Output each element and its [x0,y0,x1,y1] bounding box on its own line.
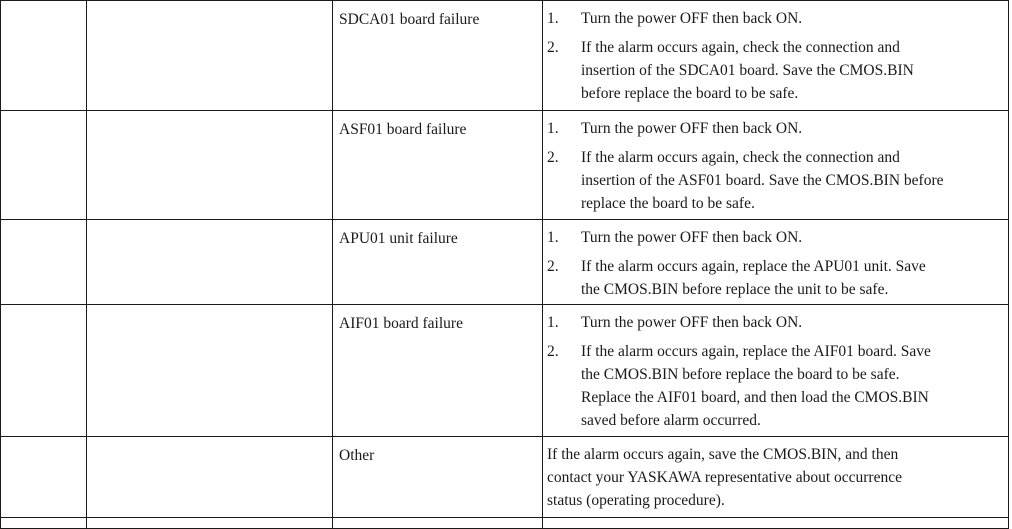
alarm-name-cell [87,220,333,305]
remedy-step [543,146,1008,215]
remedy-steps [543,7,1008,105]
alarm-number-cell [1,518,87,529]
alarm-number-cell [1,305,87,437]
step-line: Turn the power OFF then back ON. [581,120,803,137]
table-row [1,437,1009,518]
cause-text: AIF01 board failure [339,315,463,332]
cause-cell [333,305,543,437]
remedy-text [543,437,1008,512]
table-row [1,111,1009,220]
alarm-number-cell [1,437,87,518]
remedy-step [543,117,1008,140]
remedy-step [543,7,1008,30]
alarm-name-cell [87,437,333,518]
remedy-steps [543,117,1008,215]
step-line: If the alarm occurs again, replace the APU01 unit. Save [581,258,926,275]
step-number: 2. [547,258,559,275]
remedy-step [543,226,1008,249]
table-row [1,220,1009,305]
cause-text: Other [339,447,375,464]
remedy-cell [543,1,1009,111]
cause-text: ASF01 board failure [339,121,467,138]
step-number: 2. [547,39,559,56]
alarm-number-cell [1,111,87,220]
remedy-cell [543,518,1009,529]
alarm-number-cell [1,1,87,111]
remedy-line: status (operating procedure). [547,492,725,509]
remedy-line: If the alarm occurs again, save the CMOS.BIN, and then [547,446,899,463]
step-text [581,117,1008,140]
remedy-steps [543,226,1008,301]
cause-cell [333,220,543,305]
step-line: Turn the power OFF then back ON. [581,229,803,246]
alarm-name-cell [87,1,333,111]
table-row [1,305,1009,437]
cause-cell [333,1,543,111]
step-line: replace the board to be safe. [581,195,755,212]
step-text [581,36,1008,105]
step-text [581,311,1008,334]
step-line: the CMOS.BIN before replace the unit to be safe. [581,281,889,298]
step-text [581,7,1008,30]
alarm-name-cell [87,518,333,529]
step-text [581,255,1008,301]
cause-cell [333,437,543,518]
cause-text: APU01 unit failure [339,230,458,247]
step-text [581,340,1008,432]
remedy-cell [543,111,1009,220]
cause-cell [333,111,543,220]
step-line: insertion of the ASF01 board. Save the CMOS.BIN before [581,172,944,189]
alarm-number-cell [1,220,87,305]
cause-cell [333,518,543,529]
remedy-step [543,255,1008,301]
remedy-line: contact your YASKAWA representative about occurrence [547,469,902,486]
step-line: the CMOS.BIN before replace the board to be safe. [581,366,900,383]
step-line: If the alarm occurs again, check the connection and [581,149,900,166]
step-number: 1. [547,10,559,27]
step-number: 2. [547,149,559,166]
step-line: insertion of the SDCA01 board. Save the CMOS.BIN [581,62,914,79]
step-line: saved before alarm occurred. [581,412,761,429]
remedy-step [543,36,1008,105]
step-text [581,146,1008,215]
remedy-cell [543,220,1009,305]
step-line: Turn the power OFF then back ON. [581,314,803,331]
alarm-name-cell [87,305,333,437]
step-number: 2. [547,343,559,360]
remedy-step [543,340,1008,432]
table-row [1,1,1009,111]
step-line: before replace the board to be safe. [581,85,799,102]
remedy-cell [543,305,1009,437]
step-line: Turn the power OFF then back ON. [581,10,803,27]
table-row [1,518,1009,529]
remedy-steps [543,311,1008,432]
cause-text: SDCA01 board failure [339,11,480,28]
step-number: 1. [547,314,559,331]
step-line: Replace the AIF01 board, and then load the CMOS.BIN [581,389,929,406]
step-text [581,226,1008,249]
remedy-step [543,311,1008,334]
step-number: 1. [547,229,559,246]
remedy-cell [543,437,1009,518]
alarm-name-cell [87,111,333,220]
step-line: If the alarm occurs again, replace the AIF01 board. Save [581,343,931,360]
step-number: 1. [547,120,559,137]
step-line: If the alarm occurs again, check the connection and [581,39,900,56]
